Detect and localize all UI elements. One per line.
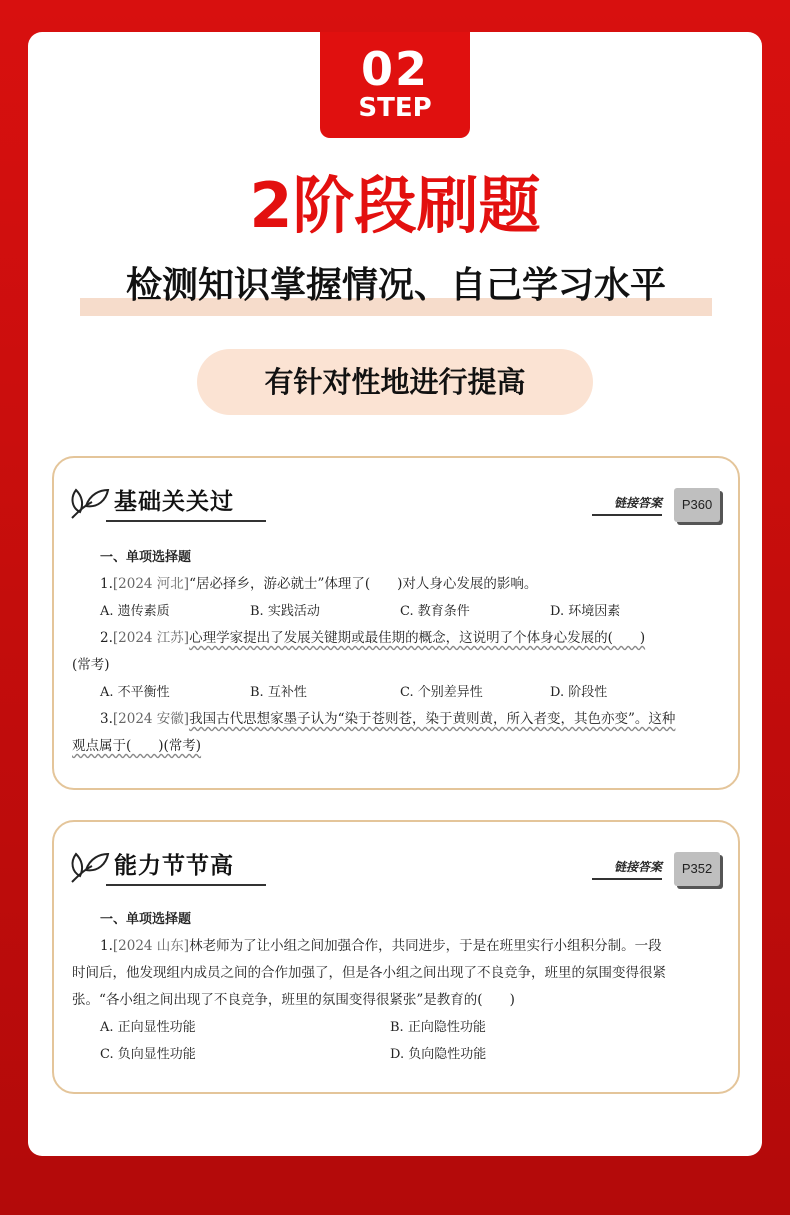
leaf-icon xyxy=(68,846,110,886)
question-3-cont: 观点属于( )(常考) xyxy=(72,738,202,754)
question-1: 1.[2024 山东]林老师为了让小组之间加强合作，共同进步，于是在班里实行小组积分制。一段 xyxy=(100,938,662,954)
option-d[interactable]: D. 阶段性 xyxy=(550,685,608,700)
question-2: 2.[2024 江苏]心理学家提出了发展关键期或最佳期的概念，这说明了个体身心发展的( ) xyxy=(100,630,646,646)
option-a[interactable]: A. 正向显性功能 xyxy=(100,1020,196,1035)
leaf-icon xyxy=(68,482,110,522)
option-a[interactable]: A. 遗传素质 xyxy=(100,604,170,619)
answer-label: 链接答案 xyxy=(613,496,662,510)
question-2-options xyxy=(72,679,722,706)
section-header xyxy=(68,482,318,528)
answer-link[interactable] xyxy=(580,488,720,524)
section-underline xyxy=(106,520,266,522)
answer-underline xyxy=(592,514,662,516)
question-1-cont: 时间后，他发现组内成员之间的合作加强了，但是各小组之间出现了不良竞争，班里的氛围变得很紧 xyxy=(72,965,666,981)
subtitle-block xyxy=(80,258,712,318)
option-a[interactable]: A. 不平衡性 xyxy=(100,685,170,700)
highlight-pill: 有针对性地进行提高 xyxy=(197,349,593,415)
step-badge xyxy=(320,32,470,138)
option-d[interactable]: D. 负向隐性功能 xyxy=(390,1047,487,1062)
question-1-options-row2 xyxy=(72,1041,722,1068)
answer-page: P352 xyxy=(674,852,720,886)
question-1-cont2: 张。“各小组之间出现了不良竞争，班里的氛围变得很紧张”是教育的( ) xyxy=(72,992,515,1008)
section-basic xyxy=(52,456,740,790)
answer-link[interactable] xyxy=(580,852,720,888)
section-title: 基础关关过 xyxy=(114,489,234,515)
answer-underline xyxy=(592,878,662,880)
question-category: 一、单项选择题 xyxy=(100,912,192,927)
step-label: STEP xyxy=(358,93,432,123)
section-header xyxy=(68,846,318,892)
option-b[interactable]: B. 正向隐性功能 xyxy=(390,1020,486,1035)
subtitle: 检测知识掌握情况、自己学习水平 xyxy=(125,265,666,306)
question-list xyxy=(72,544,722,760)
answer-label: 链接答案 xyxy=(613,860,662,874)
question-2-cont: (常考) xyxy=(72,657,110,673)
page-title: 2阶段刷题 xyxy=(249,169,541,242)
option-c[interactable]: C. 教育条件 xyxy=(400,604,470,619)
question-3: 3.[2024 安徽]我国古代思想家墨子认为“染于苍则苍，染于黄则黄，所入者变，其色亦变”。这种 xyxy=(100,711,676,727)
option-d[interactable]: D. 环境因素 xyxy=(550,604,621,619)
question-1-options-row1 xyxy=(72,1014,722,1041)
answer-page: P360 xyxy=(674,488,720,522)
question-category: 一、单项选择题 xyxy=(100,550,192,565)
option-c[interactable]: C. 个别差异性 xyxy=(400,685,483,700)
step-number: 02 xyxy=(360,42,429,96)
option-b[interactable]: B. 实践活动 xyxy=(250,604,320,619)
question-1-options xyxy=(72,598,722,625)
option-b[interactable]: B. 互补性 xyxy=(250,685,307,700)
option-c[interactable]: C. 负向显性功能 xyxy=(100,1047,196,1062)
section-title: 能力节节高 xyxy=(114,853,234,879)
section-underline xyxy=(106,884,266,886)
section-advanced xyxy=(52,820,740,1094)
question-list xyxy=(72,906,722,1068)
question-1: 1.[2024 河北]“居必择乡，游必就士”体理了( )对人身心发展的影响。 xyxy=(100,576,538,592)
